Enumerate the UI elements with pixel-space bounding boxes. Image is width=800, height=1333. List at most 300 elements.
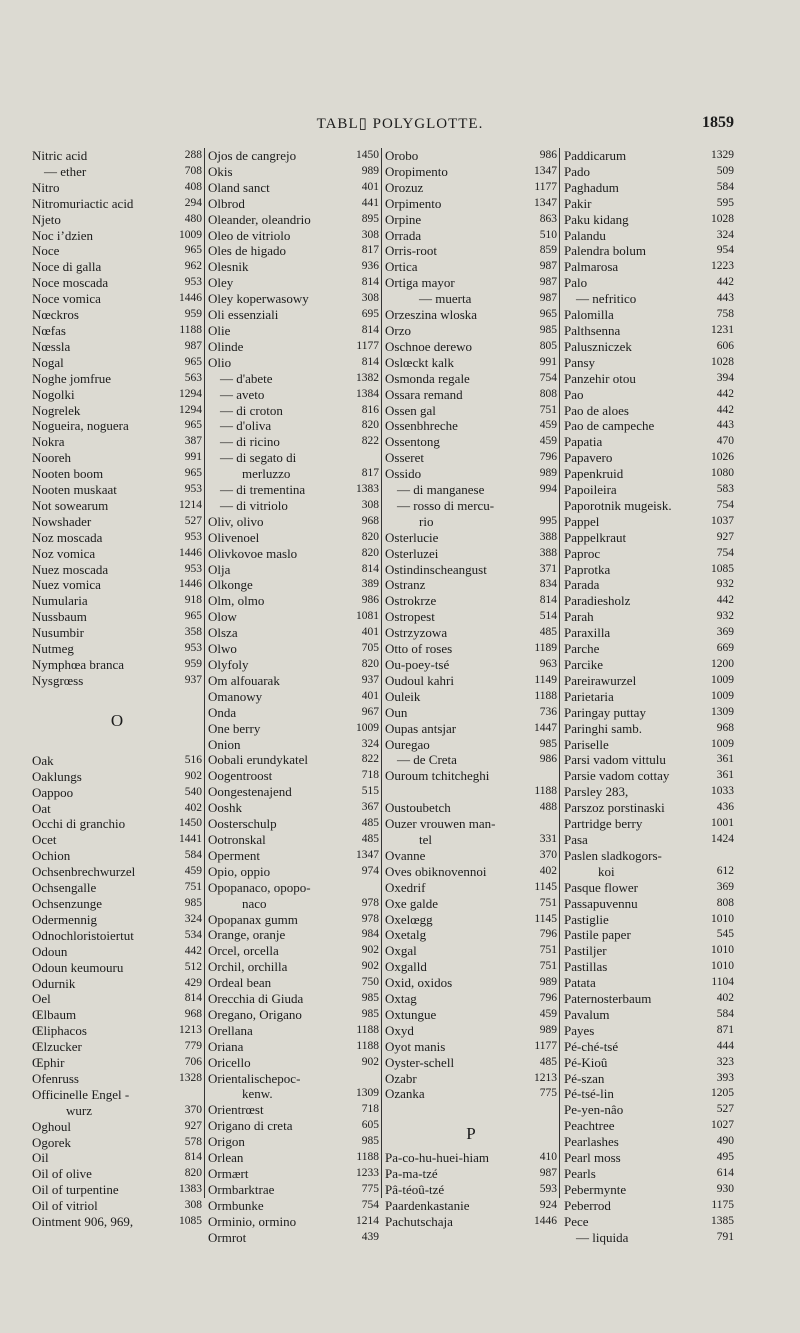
entry-term: Oslœckt kalk [385, 354, 454, 370]
entry-term: Ooshk [208, 800, 242, 816]
entry-term: Papoileira [564, 482, 617, 498]
entry-term: — de Creta [397, 752, 457, 768]
entry-term: Ormbunke [208, 1197, 264, 1213]
entry-page: 361 [716, 753, 734, 766]
entry-page: 1450 [179, 817, 202, 830]
entry-page: 936 [361, 260, 379, 273]
index-entry [385, 434, 557, 450]
entry-page: 985 [539, 737, 557, 750]
entry-term: Olesnik [208, 259, 249, 275]
index-entry [208, 625, 379, 641]
entry-term: Origon [208, 1134, 245, 1150]
entry-term: Pé-Kioû [564, 1054, 608, 1070]
entry-page: 989 [539, 976, 557, 989]
index-entry [385, 689, 557, 705]
entry-term: — di vitriolo [220, 497, 288, 513]
entry-term: tel [419, 831, 432, 847]
entry-term: Nogueira, noguera [32, 418, 129, 434]
index-entry [208, 577, 379, 593]
index-entry [564, 1150, 734, 1166]
entry-page: 1010 [711, 944, 734, 957]
entry-page: 606 [716, 339, 734, 352]
entry-page: 369 [716, 626, 734, 639]
index-entry [385, 482, 557, 498]
entry-page: 495 [716, 1151, 734, 1164]
entry-page: 1026 [711, 451, 734, 464]
index-entry [208, 323, 379, 339]
entry-page: 308 [361, 292, 379, 305]
entry-term: Paringay puttay [564, 704, 646, 720]
index-entry [564, 530, 734, 546]
entry-page: 308 [361, 498, 379, 511]
entry-page: 995 [539, 514, 557, 527]
entry-term: Ou-poey-tsé [385, 657, 450, 672]
entry-page: 308 [184, 1199, 202, 1212]
entry-page: 1009 [711, 737, 734, 750]
index-entry [385, 737, 557, 753]
entry-page: 358 [184, 626, 202, 639]
entry-page: 480 [184, 212, 202, 225]
entry-term: Pao [564, 386, 584, 402]
index-entry [208, 721, 379, 737]
entry-page: 459 [539, 419, 557, 432]
entry-page: 750 [361, 976, 379, 989]
entry-page: 1231 [711, 323, 734, 336]
entry-term: Oil of turpentine [32, 1182, 119, 1198]
entry-page: 439 [361, 1230, 379, 1243]
index-column-1 [32, 148, 202, 1230]
entry-term: Njeto [32, 211, 61, 227]
entry-page: 695 [361, 308, 379, 321]
index-entry [208, 880, 379, 896]
section-letter: O [110, 710, 124, 730]
index-entry [385, 148, 557, 164]
entry-page: 512 [184, 960, 202, 973]
entry-term: Oudoul kahri [385, 672, 454, 688]
index-entry [32, 1166, 202, 1182]
entry-term: Ostranz [385, 577, 426, 593]
entry-page: 927 [184, 1119, 202, 1132]
entry-term: Nitromuriactic acid [32, 195, 134, 211]
index-entry [385, 196, 557, 212]
index-entry [385, 403, 557, 419]
entry-term: Parada [564, 577, 600, 593]
index-entry [208, 562, 379, 578]
entry-page: 965 [184, 419, 202, 432]
entry-term: Pé-szan [564, 1070, 605, 1086]
entry-term: Paddicarum [564, 148, 627, 163]
entry-term: Osseret [385, 450, 424, 466]
entry-term: Ofenruss [32, 1070, 79, 1086]
entry-term: Papenkruid [564, 466, 624, 482]
entry-term: Nogrelek [32, 402, 81, 418]
index-entry [564, 943, 734, 959]
index-entry [385, 1055, 557, 1071]
entry-page: 593 [539, 1183, 557, 1196]
entry-term: Onion [208, 736, 241, 752]
entry-page: 754 [716, 498, 734, 511]
entry-page: 388 [539, 546, 557, 559]
entry-page: 1383 [356, 483, 379, 496]
index-entry [385, 609, 557, 625]
entry-term [385, 784, 387, 800]
entry-page: 1188 [356, 1039, 379, 1052]
index-entry [385, 625, 557, 641]
index-entry [564, 371, 734, 387]
entry-page: 967 [361, 705, 379, 718]
index-entry [208, 864, 379, 880]
index-entry [208, 546, 379, 562]
entry-term: Odoun [32, 943, 68, 959]
entry-page: 394 [716, 371, 734, 384]
index-entry [385, 450, 557, 466]
entry-term: Ostindinscheangust [385, 561, 487, 577]
entry-term: Nooten muskaat [32, 482, 117, 498]
entry-term: Noz moscada [32, 529, 103, 545]
entry-term: Nœckros [32, 307, 79, 323]
running-title: TABL▯ POLYGLOTTE. [316, 116, 484, 132]
index-entry [385, 243, 557, 259]
entry-term: Ossentong [385, 434, 440, 450]
entry-page: 968 [361, 514, 379, 527]
entry-term: Nooten boom [32, 466, 104, 482]
index-entry [32, 1055, 202, 1071]
entry-term: Orientrœst [208, 1102, 264, 1118]
entry-term: Olie [208, 322, 231, 338]
entry-page: 895 [361, 212, 379, 225]
index-entry [385, 1086, 557, 1102]
entry-page: 987 [539, 292, 557, 305]
entry-term: Oongestenajend [208, 784, 292, 800]
index-entry [208, 1055, 379, 1071]
index-entry [208, 1102, 379, 1118]
entry-page: 578 [184, 1135, 202, 1148]
entry-page: 902 [361, 960, 379, 973]
entry-page: 985 [361, 1007, 379, 1020]
entry-page: 751 [539, 403, 557, 416]
entry-term: Orange, oranje [208, 927, 286, 943]
entry-page: 584 [716, 1007, 734, 1020]
section-spacer [32, 737, 202, 753]
entry-page: 989 [539, 467, 557, 480]
entry-page: 985 [539, 323, 557, 336]
entry-term: Paraxilla [564, 625, 611, 641]
entry-term: Pece [564, 1213, 589, 1229]
index-entry [208, 291, 379, 307]
entry-term: Parsley 283, [564, 784, 629, 800]
entry-term: Olsza [208, 625, 238, 641]
entry-term: Oregano, Origano [208, 1006, 302, 1022]
index-entry [564, 705, 734, 721]
entry-page: 705 [361, 642, 379, 655]
entry-page: 441 [361, 196, 379, 209]
index-entry [208, 1086, 379, 1102]
entry-page: 402 [716, 992, 734, 1005]
index-entry [564, 275, 734, 291]
entry-term: Oun [385, 704, 408, 720]
entry-page: 796 [539, 451, 557, 464]
entry-page: 987 [539, 276, 557, 289]
entry-page: 294 [184, 196, 202, 209]
index-entry [385, 975, 557, 991]
entry-term: Palandu [564, 227, 606, 243]
entry-page: 902 [361, 944, 379, 957]
index-entry [32, 769, 202, 785]
entry-page: 584 [716, 180, 734, 193]
entry-page: 331 [539, 832, 557, 845]
index-entry [564, 800, 734, 816]
entry-page: 401 [361, 180, 379, 193]
index-entry [564, 896, 734, 912]
entry-term: Pé-ché-tsé [564, 1038, 619, 1054]
index-entry [385, 180, 557, 196]
entry-page: 1009 [711, 689, 734, 702]
entry-page: 669 [716, 642, 734, 655]
entry-term: Peberrod [564, 1197, 611, 1213]
index-entry [385, 275, 557, 291]
index-entry [385, 1007, 557, 1023]
entry-term: Nooreh [32, 450, 71, 466]
index-entry [32, 418, 202, 434]
entry-page: 515 [361, 785, 379, 798]
index-entry [32, 625, 202, 641]
index-entry [564, 387, 734, 403]
entry-term: Pado [564, 163, 590, 179]
entry-page: 1001 [711, 817, 734, 830]
entry-term: Pachutschaja [385, 1214, 453, 1229]
entry-term: Ootronskal [208, 831, 266, 847]
entry-term: Peachtree [564, 1118, 615, 1134]
index-entry [32, 355, 202, 371]
entry-term: Oxedrif [385, 879, 426, 895]
entry-page: 485 [539, 1055, 557, 1068]
entry-page: 545 [716, 928, 734, 941]
index-entry [208, 752, 379, 768]
entry-term: Paradiesholz [564, 593, 631, 609]
index-entry [385, 800, 557, 816]
index-entry [208, 1166, 379, 1182]
entry-term: Operment [208, 847, 260, 863]
entry-page: 1309 [711, 705, 734, 718]
index-entry [564, 1198, 734, 1214]
index-entry [385, 355, 557, 371]
entry-page: 805 [539, 339, 557, 352]
entry-page: 1177 [534, 1039, 557, 1052]
entry-page: 791 [716, 1230, 734, 1243]
index-entry [564, 514, 734, 530]
entry-term: Palendra bolum [564, 243, 646, 259]
entry-term: Oil of olive [32, 1166, 92, 1182]
entry-term: Pareirawurzel [564, 672, 637, 688]
entry-term: Nitric acid [32, 148, 88, 163]
entry-term: Ordeal bean [208, 975, 272, 991]
entry-term: Oosterschulp [208, 816, 277, 832]
entry-term: Pebermynte [564, 1181, 627, 1197]
entry-term: Pansy [564, 354, 596, 370]
index-entry [208, 1023, 379, 1039]
index-entry [385, 848, 557, 864]
index-entry [385, 593, 557, 609]
entry-term: Ortica [385, 259, 418, 275]
index-entry [385, 1150, 557, 1166]
entry-term: Ossido [385, 466, 422, 482]
entry-page: 459 [539, 435, 557, 448]
index-entry [32, 323, 202, 339]
entry-page: 820 [361, 419, 379, 432]
entry-term: Ostropest [385, 609, 435, 625]
entry-page: 1145 [534, 880, 557, 893]
entry-term: Orpine [385, 211, 422, 227]
entry-page: 485 [361, 817, 379, 830]
index-entry [208, 148, 379, 164]
index-entry [32, 1103, 202, 1119]
entry-page: 1347 [356, 848, 379, 861]
entry-term: Opopanaco, opopo- [208, 879, 311, 895]
entry-page: 401 [361, 689, 379, 702]
entry-page: 937 [184, 673, 202, 686]
entry-page: 584 [184, 849, 202, 862]
entry-page: 978 [361, 896, 379, 909]
entry-page: 324 [716, 228, 734, 241]
entry-term: Palo [564, 275, 588, 291]
entry-term: Numularia [32, 593, 88, 609]
entry-page: 1384 [356, 387, 379, 400]
index-entry [564, 562, 734, 578]
index-entry [32, 753, 202, 769]
entry-term: Pe-yen-nâo [564, 1102, 624, 1118]
entry-page: 388 [539, 530, 557, 543]
entry-page: 1009 [356, 721, 379, 734]
index-entry [385, 307, 557, 323]
entry-page: 1385 [711, 1214, 734, 1227]
entry-page: 1446 [534, 1215, 557, 1227]
index-entry [32, 801, 202, 817]
entry-page: 708 [184, 164, 202, 177]
index-entry [564, 403, 734, 419]
index-entry [564, 1007, 734, 1023]
entry-term: Ortiga mayor [385, 275, 455, 291]
index-entry [385, 228, 557, 244]
entry-page: 1033 [711, 785, 734, 798]
entry-page: 775 [539, 1087, 557, 1100]
entry-term: Occhi di granchio [32, 816, 126, 832]
entry-page: 930 [716, 1182, 734, 1195]
entry-page: 401 [361, 626, 379, 639]
entry-term: Ossara remand [385, 386, 463, 402]
entry-term: Oxyd [385, 1022, 414, 1038]
entry-page: 1027 [711, 1119, 734, 1132]
entry-term: Oghoul [32, 1118, 71, 1134]
entry-term: Orecchia di Giuda [208, 991, 304, 1007]
index-columns [32, 148, 776, 1245]
index-entry [208, 768, 379, 784]
entry-term: Oat [32, 800, 51, 816]
entry-term: Orientalischepoc- [208, 1070, 301, 1086]
entry-term: Palthsenna [564, 322, 621, 338]
index-entry [208, 1071, 379, 1087]
entry-page: 817 [361, 244, 379, 257]
index-entry [564, 912, 734, 928]
entry-term: Ormrot [208, 1229, 247, 1245]
entry-term: Œlzucker [32, 1039, 82, 1055]
entry-page: 994 [539, 483, 557, 496]
entry-page: 871 [716, 1023, 734, 1036]
entry-term: Ochsenzunge [32, 895, 103, 911]
index-entry [208, 371, 379, 387]
entry-page: 1175 [711, 1198, 734, 1211]
entry-term: Orcel, orcella [208, 943, 279, 959]
entry-page: 488 [539, 801, 557, 814]
entry-page: 1205 [711, 1087, 734, 1100]
index-entry [32, 275, 202, 291]
index-entry [208, 307, 379, 323]
entry-page: 987 [184, 339, 202, 352]
entry-term: — muerta [419, 291, 472, 307]
entry-page: 389 [361, 578, 379, 591]
entry-page: 595 [716, 196, 734, 209]
entry-page: 965 [184, 355, 202, 368]
entry-term: Osterluzei [385, 545, 439, 561]
entry-page: 974 [361, 864, 379, 877]
entry-term: Oriana [208, 1038, 244, 1054]
entry-term: — ether [44, 163, 87, 179]
index-entry [32, 1182, 202, 1198]
entry-page: 1085 [179, 1215, 202, 1228]
index-entry [208, 259, 379, 275]
index-entry [208, 943, 379, 959]
entry-term: Pé-tsé-lin [564, 1086, 614, 1102]
index-entry [385, 291, 557, 307]
entry-term: Noce di galla [32, 259, 102, 275]
index-entry [208, 434, 379, 450]
entry-page: 796 [539, 992, 557, 1005]
index-entry [385, 387, 557, 403]
entry-term: Pariselle [564, 736, 609, 752]
entry-term: Paku kidang [564, 211, 629, 227]
index-entry [32, 228, 202, 244]
index-entry [208, 609, 379, 625]
entry-term: Oleander, oleandrio [208, 211, 311, 227]
index-entry [32, 180, 202, 196]
index-entry [208, 466, 379, 482]
column-rule [204, 148, 205, 1198]
entry-page: 583 [716, 483, 734, 496]
entry-term: Officinelle Engel - [32, 1086, 130, 1102]
entry-page: 959 [184, 658, 202, 670]
index-entry [564, 1166, 734, 1182]
index-entry [208, 705, 379, 721]
index-entry [385, 1198, 557, 1214]
entry-term: Noz vomica [32, 545, 96, 561]
index-entry [208, 530, 379, 546]
entry-term: Nœssla [32, 338, 71, 354]
index-entry [564, 880, 734, 896]
entry-term: Oxe galde [385, 895, 439, 911]
entry-page: 371 [539, 562, 557, 575]
entry-term: Noce vomica [32, 291, 101, 307]
index-entry [208, 959, 379, 975]
index-entry [208, 228, 379, 244]
entry-term: — di croton [220, 402, 283, 418]
entry-term: Orzeszina wloska [385, 307, 478, 323]
index-entry [208, 387, 379, 403]
entry-term: Odoun keumouru [32, 959, 124, 975]
entry-term: Oxetalg [385, 927, 427, 943]
index-entry [385, 530, 557, 546]
index-entry [32, 403, 202, 419]
index-entry [32, 1071, 202, 1087]
entry-term: One berry [208, 720, 261, 736]
